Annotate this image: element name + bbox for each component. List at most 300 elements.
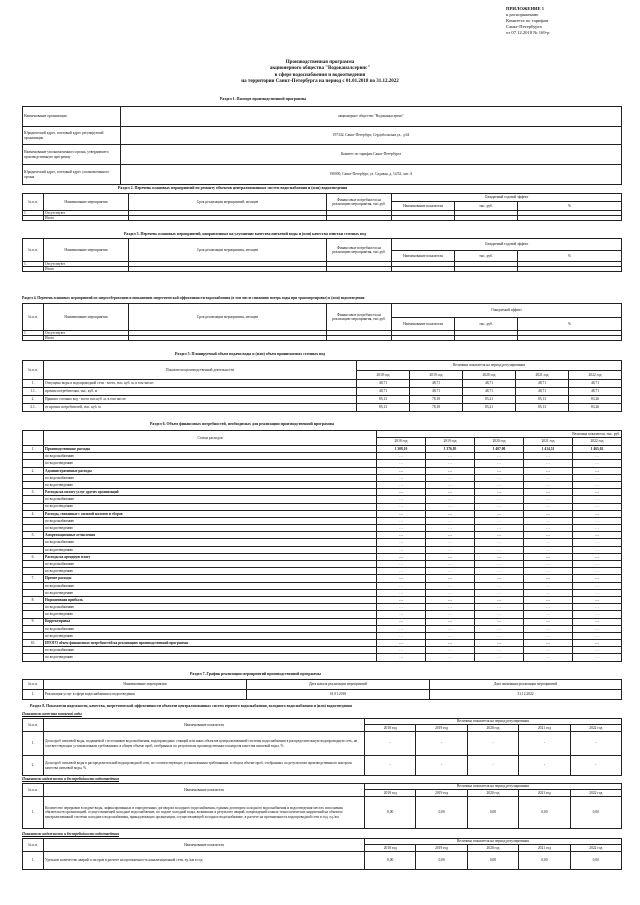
value-cell: … [524,532,573,539]
row-number [23,582,44,589]
value-cell: … [573,596,622,603]
value-cell: … [524,640,573,647]
value-cell: … [475,561,524,568]
value-cell: … [475,632,524,639]
value-cell: … [377,467,426,474]
row-number [23,589,44,596]
value-cell: … [426,532,475,539]
value-cell: … [573,575,622,582]
year-header: 2021 год [516,371,569,380]
value-cell: … [573,582,622,589]
value-cell: … [377,632,426,639]
table-row [23,582,622,589]
value-cell: … [475,525,524,532]
value-cell: … [475,532,524,539]
col-header: Наименование показателя [392,318,455,331]
section-2-heading: Раздел 2. Перечень плановых мероприятий по ремонту объектов централизованных систем водоснабжения и (или) водоотведения [118,186,348,190]
table-header-row [23,680,622,690]
row-label: Удельное количество аварий и засоров в расчете на протяженность канализационной сети, ед./км в год [44,852,365,870]
row-label: по водоснабжению [44,517,377,524]
title-line: акционерного общества "Водоканалсервис" [269,66,371,72]
year-header: 2022 год [573,438,622,446]
table-row [23,267,622,272]
table-row [23,553,622,560]
table-row [23,503,622,510]
value-cell: … [426,453,475,460]
value-cell: … [475,460,524,467]
value-cell: - [365,732,416,756]
table-row [23,127,622,145]
year-header: 2022 год [570,845,621,852]
row-label: по водоснабжению [44,453,377,460]
row-number: 2. [23,756,44,776]
value-cell: … [573,481,622,488]
value-cell: … [524,625,573,632]
year-header: 2022 год [569,371,622,380]
value-cell: … [524,481,573,488]
col-header: Величина показателя на период регулирования [357,361,622,371]
table-row [23,481,622,488]
value-cell: … [524,582,573,589]
year-header: 2021 год [524,438,573,446]
row-label: по водоснабжению [44,647,377,654]
value-cell: … [573,553,622,560]
row-label: по водоотведению [44,568,377,575]
value-cell: … [475,575,524,582]
row-number [23,625,44,632]
year-header: 2020 год [467,845,518,852]
value-cell: … [475,640,524,647]
value-cell: 78,18 [410,404,463,412]
value-cell: … [426,510,475,517]
value-cell: - [570,732,621,756]
value-cell: 83,26 [569,404,622,412]
row-label: Доля проб питьевой воды, подаваемой с источников водоснабжения, водопроводных станций или иных объектов централизованной системы водоснабжения в распределительную водопроводную сеть, не соответствующих установленным требованиям, в общем объеме проб, отобранных по результатам производственного контроля качества питьевой воды, % [44,732,365,756]
year-header: 2018 год [377,438,426,446]
row-label: по водоотведению [44,481,377,488]
cell: 1. [23,690,44,700]
value-cell: … [475,453,524,460]
value-cell: … [524,575,573,582]
row-number [23,546,44,553]
value-cell: 1 308,10 [377,446,426,453]
col-header: Величина показателя на период регулирования [365,719,622,725]
col-header: Величина показателя на период регулирования [365,839,622,845]
supply-reliability-table [22,783,622,829]
row-label: по водоотведению [44,654,377,661]
cell-label: Юридический адрес, почтовый адрес уполномоченного органа [23,165,121,185]
cell: Реализация услуг в сфере водоснабжения и водоотведения [44,690,247,700]
value-cell: … [426,460,475,467]
cell: Отсутствуют [44,262,129,267]
value-cell: 1 414,51 [524,446,573,453]
table-row [23,852,622,870]
value-cell: … [426,525,475,532]
value-cell: … [377,503,426,510]
table-row [23,336,622,341]
energy-measures-table [22,303,622,341]
cell: 1 [23,331,44,336]
value-cell: … [377,596,426,603]
cell-value: акционерное общество "Водоканалсервис" [121,107,622,127]
approval-line: к распоряжению [506,12,539,17]
value-cell: … [426,575,475,582]
row-label: Расходы, связанные с оплатой налогов и сборов [44,510,377,517]
value-cell: … [426,546,475,553]
value-cell: … [426,589,475,596]
value-cell: … [377,460,426,467]
value-cell: … [573,496,622,503]
value-cell: … [573,568,622,575]
cell-value: 190000, Санкт-Петербург, ул. Садовая, д. 14/52, лит. А [121,165,622,185]
value-cell: … [475,503,524,510]
value-cell: … [377,453,426,460]
section-4-heading: Раздел 4. Перечень плановых мероприятий по энергосбережению и повышению энергетической эффективности водоснабжения (в том числе снижению потерь воды при транспортировке) и (или) водоотведения [22,296,365,300]
table-row [23,388,622,396]
value-cell: … [524,460,573,467]
col-header: Наименование мероприятия [44,239,129,262]
value-cell: - [416,756,467,776]
value-cell: … [573,618,622,625]
value-cell: … [475,553,524,560]
value-cell: … [573,625,622,632]
value-cell: 48,71 [569,388,622,396]
cell: Отсутствуют [44,331,129,336]
value-cell: … [377,517,426,524]
table-row [23,467,622,474]
value-cell: … [377,604,426,611]
value-cell: … [475,582,524,589]
row-label: Количество перерывов в подаче воды, зафиксированных в определенных договором холодного водоснабжения, единым договором холодного водоснабжения и водоотведения местах исполнения обязательств организацией, осуществляющей холодное водоснабжение, по подаче холодной воды, возникших в результате аварий, повреждений и иных технологических нарушений на объектах централизованной системы холодного водоснабжения, принадлежащих организации, осуществляющей холодное водоснабжение, в расчете на протяженность водопроводной сети в год, ед./км [44,797,365,829]
row-label: от прочих потребителей, тыс. куб. м [44,404,357,412]
col-header: Срок реализации мероприятия, месяцев [129,304,327,331]
row-label: по водоотведению [44,460,377,467]
row-number: 9. [23,618,44,625]
row-label: по водоснабжению [44,496,377,503]
cell-value: Комитет по тарифам Санкт-Петербурга [121,145,622,165]
table-row [23,568,622,575]
col-header: Наименование показателя [44,719,365,732]
col-header: Наименование мероприятия [44,304,129,331]
row-number: 5. [23,532,44,539]
col-header: тыс. руб. [455,251,518,262]
value-cell: … [426,618,475,625]
year-header: 2021 год [519,790,570,797]
value-cell: … [426,568,475,575]
value-cell: - [519,732,570,756]
cell: Отсутствуют [44,211,129,216]
value-cell: … [377,525,426,532]
value-cell: … [475,596,524,603]
col-header: Ожидаемый годовой эффект [392,194,622,202]
year-header: 2019 год [426,438,475,446]
table-row [23,611,622,618]
table-row [23,546,622,553]
value-cell: 48,71 [569,380,622,388]
value-cell: 0,00 [519,797,570,829]
value-cell: … [475,489,524,496]
table-row [23,596,622,603]
value-cell: … [524,496,573,503]
col-header: № п.п. [23,239,44,262]
approval-line: Комитета по тарифам [506,18,549,23]
table-row [23,460,622,467]
value-cell: 0,00 [467,852,518,870]
row-number [23,604,44,611]
value-cell: … [524,589,573,596]
year-header: 2021 год [519,725,570,732]
value-cell: 0,00 [570,797,621,829]
col-header: Наименование мероприятия [44,680,247,690]
subsection-title: Показатели надежности и бесперебойности водоотведения [22,832,120,836]
value-cell: … [475,474,524,481]
value-cell: 85,13 [516,404,569,412]
year-header: 2018 год [365,725,416,732]
value-cell: … [426,647,475,654]
table-row [23,453,622,460]
value-cell: 0,00 [365,852,416,870]
row-number [23,525,44,532]
value-cell: … [426,539,475,546]
value-cell: … [524,539,573,546]
col-header: Наименование мероприятия [44,194,129,211]
value-cell: … [524,510,573,517]
value-cell: … [426,611,475,618]
value-cell: … [524,561,573,568]
col-header: Финансовые потребности на реализацию мероприятия, тыс.руб. [327,304,392,331]
value-cell: … [475,546,524,553]
value-cell: … [377,532,426,539]
value-cell: … [475,467,524,474]
row-label: Отпущено воды в водопроводной сети - всего, тыс. куб. м, в том числе: [44,380,357,388]
table-row [23,647,622,654]
value-cell: … [377,575,426,582]
value-cell: 0,00 [570,852,621,870]
col-header: Финансовые потребности на реализацию мероприятия, тыс.руб. [327,239,392,262]
value-cell: … [475,517,524,524]
row-number: 2.1. [23,404,44,412]
value-cell: 0,00 [416,797,467,829]
year-header: 2019 год [416,790,467,797]
row-label: по водоснабжению [44,604,377,611]
approval-line: от 07.12.2018 № 169-р [506,30,550,35]
row-number: 1. [23,797,44,829]
col-header: № п.п. [23,194,44,211]
value-cell: … [377,553,426,560]
table-row [23,216,622,221]
value-cell: … [377,568,426,575]
approval-line: ПРИЛОЖЕНИЕ 1 [506,6,545,11]
row-number: 2. [23,467,44,474]
col-header: № п.п. [23,719,44,732]
table-row [23,396,622,404]
value-cell: 0,00 [416,852,467,870]
value-cell: … [573,460,622,467]
title-line: Производственная программа [285,60,355,65]
row-number [23,539,44,546]
value-cell: … [426,654,475,661]
row-label: по водоснабжению [44,474,377,481]
value-cell: … [426,625,475,632]
table-row [23,756,622,776]
table-row [23,489,622,496]
col-header: Наименование показателя [44,839,365,852]
col-header: Величина показателя, тыс. руб. [377,431,622,438]
col-header: № п.п. [23,680,44,690]
value-cell: … [524,453,573,460]
year-header: 2018 год [365,790,416,797]
row-label: Расходы на оплату услуг других организаций [44,489,377,496]
cell-value: 197342, Санкт-Петербург, Сердобольская ул., д.64 [121,127,622,145]
row-number: 3. [23,489,44,496]
value-cell: … [573,532,622,539]
repair-measures-table [22,193,622,221]
row-label: прочим потребителям, тыс. куб. м [44,388,357,396]
value-cell: … [426,604,475,611]
row-label: Прочие расходы [44,575,377,582]
row-label: по водоотведению [44,546,377,553]
approval-line: Санкт-Петербурга [506,24,542,29]
row-number [23,460,44,467]
row-number [23,496,44,503]
year-header: 2020 год [475,438,524,446]
cell: 1 [23,211,44,216]
value-cell: … [475,625,524,632]
row-number [23,453,44,460]
row-number: 1.1. [23,388,44,396]
passport-table [22,106,622,185]
value-cell: … [573,474,622,481]
value-cell: … [426,503,475,510]
table-row [23,618,622,625]
row-label: по водоснабжению [44,582,377,589]
value-cell: … [573,647,622,654]
value-cell: 78,18 [410,396,463,404]
value-cell: 85,13 [516,396,569,404]
col-header: Показатели производственной деятельности [44,361,357,380]
table-row [23,446,622,453]
col-header: № п.п. [23,304,44,331]
year-header: 2020 год [467,790,518,797]
value-cell: … [573,453,622,460]
value-cell: … [573,517,622,524]
value-cell: … [524,546,573,553]
row-number [23,481,44,488]
value-cell: … [426,489,475,496]
cell: 01.01.2018 [247,690,430,700]
row-number: 1. [23,380,44,388]
year-header: 2022 год [570,725,621,732]
value-cell: … [524,489,573,496]
value-cell: … [524,618,573,625]
quality-measures-table [22,238,622,272]
document-title [150,60,490,86]
row-number [23,632,44,639]
row-number: 6. [23,553,44,560]
value-cell: … [426,496,475,503]
value-cell: 83,21 [463,396,516,404]
col-header: Срок реализации мероприятия, месяцев [129,239,327,262]
value-cell: … [524,517,573,524]
value-cell: … [573,510,622,517]
value-cell: … [573,546,622,553]
col-header: % [518,202,622,211]
cell: Итого [44,267,129,272]
value-cell: … [573,489,622,496]
value-cell: … [377,474,426,481]
row-number [23,503,44,510]
year-header: 2020 год [467,725,518,732]
row-number: 8. [23,596,44,603]
cell: 31.12.2022 [430,690,622,700]
row-label: Расходы на арендную плату [44,553,377,560]
value-cell: … [573,611,622,618]
title-line: на территории Санкт-Петербурга на период с 01.01.2018 по 31.12.2022 [241,79,399,85]
table-row [23,589,622,596]
schedule-table [22,679,622,700]
table-row [23,654,622,661]
water-quality-table [22,718,622,776]
cell-label: Наименование уполномоченного органа, утвердившего производственную программу [23,145,121,165]
section-3-heading: Раздел 3. Перечень плановых мероприятий, направленных на улучшение качества питьевой воды и (или) качества очистки сточных вод [124,232,366,236]
row-label: по водоотведению [44,632,377,639]
value-cell: … [573,640,622,647]
value-cell: … [377,510,426,517]
value-cell: … [426,632,475,639]
value-cell: … [377,611,426,618]
value-cell: … [524,525,573,532]
table-row [23,625,622,632]
value-cell: … [475,654,524,661]
row-label: по водоснабжению [44,539,377,546]
row-number: 4. [23,510,44,517]
value-cell: … [377,589,426,596]
row-label: по водоотведению [44,589,377,596]
value-cell: … [377,546,426,553]
table-row [23,107,622,127]
table-row [23,496,622,503]
row-number: 10. [23,640,44,647]
table-header-row [23,431,622,438]
row-number [23,647,44,654]
value-cell: … [475,481,524,488]
table-row [23,640,622,647]
value-cell: 48,71 [357,380,410,388]
table-row [23,632,622,639]
value-cell: - [570,756,621,776]
row-label: по водоснабжению [44,561,377,568]
col-header: Финансовые потребности на реализацию мероприятия, тыс.руб. [327,194,392,211]
col-header: Величина показателя на период регулирования [365,784,622,790]
cell: Итого [44,336,129,341]
value-cell: … [377,539,426,546]
col-header: Дата окончания реализации мероприятий [430,680,622,690]
table-row [23,732,622,756]
value-cell: 83,21 [463,404,516,412]
section-6-heading: Раздел 6. Объем финансовых потребностей, необходимых для реализации производственной программы [150,422,335,426]
approval-note [506,6,626,36]
col-header: Наименование показателя [392,251,455,262]
cell-label: Юридический адрес, почтовый адрес регулируемой организации [23,127,121,145]
table-row [23,561,622,568]
value-cell: - [467,756,518,776]
col-header: Ожидаемый эффект [392,304,622,318]
section-7-heading: Раздел 7. График реализации мероприятий производственной программы [190,672,321,676]
value-cell: … [426,474,475,481]
row-number: 1. [23,446,44,453]
value-cell: … [426,517,475,524]
row-label: по водоотведению [44,611,377,618]
